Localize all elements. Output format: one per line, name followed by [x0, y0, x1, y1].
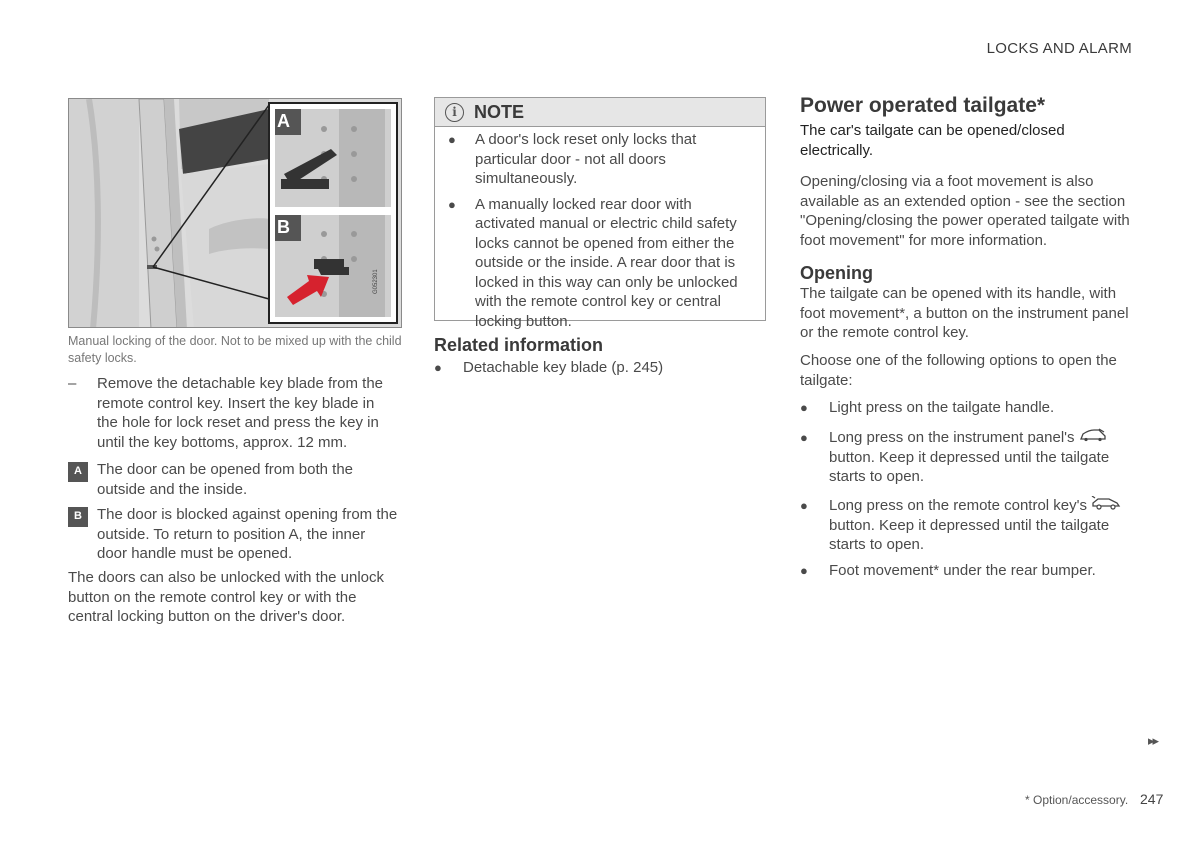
page-number: 247 [1140, 791, 1164, 807]
bullet-icon: ● [800, 563, 808, 578]
option-text: Long press on the remote control key's [829, 497, 1088, 514]
tailgate-key-icon [1091, 496, 1121, 516]
option-text-wrap [800, 428, 1132, 487]
section-title: Power operated tailgate* [800, 94, 1046, 117]
bullet-icon: ● [800, 430, 808, 445]
note-title: NOTE [474, 101, 525, 122]
related-info-heading: Related information [434, 335, 604, 355]
note-item-text: A door's lock reset only locks that particular door - not all doors simultaneously. [475, 131, 697, 187]
opening-text: The tailgate can be opened with its handle, with foot movement*, a button on the instrument panel or the remote control key. [800, 285, 1129, 341]
footnote: * Option/accessory. [1025, 793, 1129, 807]
inset-label-a: A [277, 111, 290, 131]
figure-caption: Manual locking of the door. Not to be mixed up with the child safety locks. [68, 334, 402, 365]
bullet-icon: ● [800, 400, 808, 415]
bullet-icon: ● [448, 196, 456, 212]
unlock-paragraph: The doors can also be unlocked with the unlock button on the remote control key or with the central locking button on the driver's door. [68, 569, 385, 625]
option-item [800, 398, 1132, 418]
position-b-text: The door is blocked against opening from the outside. To return to position A, the inner door handle must be opened. [97, 506, 398, 562]
note-header [435, 98, 765, 127]
note-item-text: A manually locked rear door with activated manual or electric child safety locks cannot be opened from either the outside or the inside. A rear door that is locked in this way can only be unlocked with the remote control key or central locking button. [475, 195, 738, 330]
continue-arrows-icon: ▸▸ [1148, 733, 1158, 748]
section-header: LOCKS AND ALARM [986, 40, 1132, 57]
position-b-badge: B [68, 507, 88, 527]
note-box [434, 97, 766, 330]
opening-heading: Opening [800, 263, 873, 283]
tailgate-panel-icon [1079, 428, 1107, 448]
extended-option-text: Opening/closing via a foot movement is also available as an extended option - see the section "Opening/closing the power operated tailgate with foot movement" for more information. [800, 173, 1130, 249]
option-item [800, 561, 1132, 581]
note-item [445, 130, 755, 189]
instruction-step [68, 374, 398, 452]
position-a-badge: A [68, 462, 88, 482]
bullet-icon: ● [800, 498, 808, 513]
note-item [445, 195, 755, 332]
position-a-text: The door can be opened from both the outside and the inside. [97, 461, 354, 498]
option-text-cont: button. Keep it depressed until the tailgate starts to open. [829, 448, 1110, 486]
option-text-cont: button. Keep it depressed until the tailgate starts to open. [829, 516, 1110, 554]
bullet-icon: ● [434, 360, 442, 375]
option-text: Foot movement* under the rear bumper. [829, 562, 1096, 579]
note-list [435, 127, 765, 331]
figure-code: G052301 [373, 269, 379, 294]
position-b-item [68, 505, 398, 564]
option-text-wrap [800, 496, 1132, 555]
position-a-item [68, 460, 398, 499]
step-marker: – [68, 375, 77, 392]
info-icon: i [445, 103, 464, 122]
option-text: Light press on the tailgate handle. [829, 399, 1055, 416]
door-lock-illustration [68, 98, 402, 328]
related-link[interactable]: Detachable key blade (p. 245) [463, 359, 664, 376]
choose-text: Choose one of the following options to open the tailgate: [800, 352, 1117, 389]
option-item [800, 428, 1132, 487]
option-text: Long press on the instrument panel's [829, 429, 1075, 446]
intro-text: The car's tailgate can be opened/closed electrically. [800, 122, 1065, 159]
option-item [800, 496, 1132, 555]
inset-label-b: B [277, 217, 290, 237]
related-info-item [434, 358, 766, 378]
step-text: Remove the detachable key blade from the remote control key. Insert the key blade in the hole for lock reset and press the key in until the key bottoms, approx. 12 mm. [97, 375, 384, 451]
bullet-icon: ● [448, 132, 456, 147]
